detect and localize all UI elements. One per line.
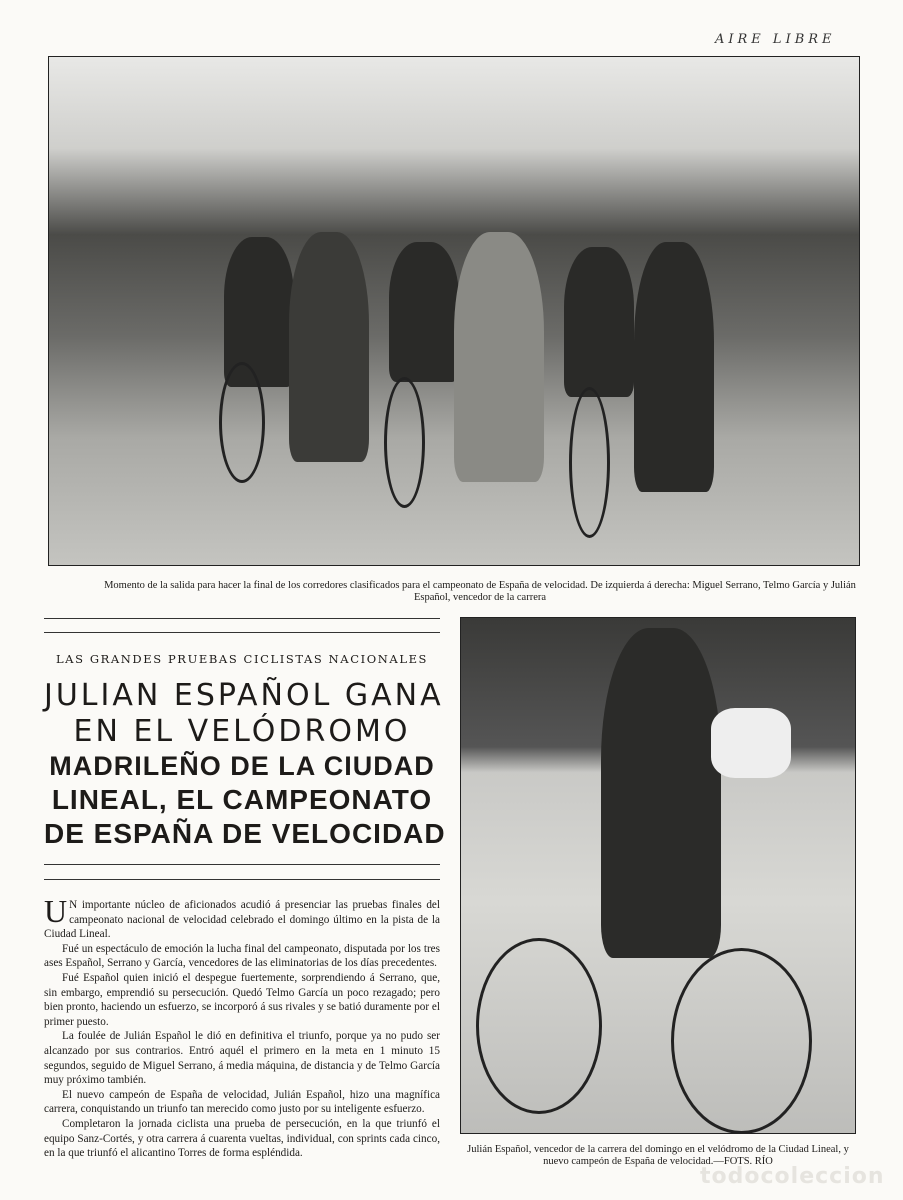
- divider: [44, 864, 440, 865]
- section-header: AIRE LIBRE: [715, 32, 836, 47]
- article-kicker: LAS GRANDES PRUEBAS CICLISTAS NACIONALES: [55, 652, 429, 666]
- drop-cap: U: [44, 893, 68, 929]
- divider: [44, 879, 440, 880]
- headline-line: EN EL VELÓDROMO: [73, 714, 411, 749]
- photo2-caption: Julián Español, vencedor de la carrera del domingo en el velódromo de la Ciudad Lineal, y nuevo campeón de España de velocidad.—FOTS. RÍO: [467, 1144, 849, 1167]
- paragraph: La foulée de Julián Español le dió en definitiva el triunfo, porque ya no pudo ser alcanzado por sus contrarios. Entró aquél el primero en la meta en 1 minuto 15 segundos, seguido de Miguel Serrano, á media máquina, de distancia y de Telmo García muy próximo también.: [44, 1030, 440, 1087]
- paragraph: Fué un espectáculo de emoción la lucha final del campeonato, disputada por los tres ases Español, Serrano y García, vencedores de las eliminatorias de los días precedentes.: [44, 942, 440, 970]
- paragraph: Completaron la jornada ciclista una prueba de persecución, en la que triunfó el equipo Sanz-Cortés, y otra carrera á cuarenta vueltas, individual, con sprints cada cinco, en la que triunfó el alicantino Torres de forma espléndida.: [44, 1117, 440, 1160]
- cyclists-start-photo: [48, 56, 860, 566]
- divider: [44, 618, 440, 619]
- article-body: [44, 893, 440, 1161]
- watermark: todocoleccion: [700, 1164, 885, 1189]
- paragraph: U N importante núcleo de aficionados acudió á presenciar las pruebas finales del campeonato nacional de velocidad celebrado el domingo último en la pista de la Ciudad Lineal.: [44, 893, 440, 941]
- headline-line: LINEAL, EL CAMPEONATO: [51, 784, 433, 815]
- champion-portrait-photo: [460, 617, 856, 1134]
- headline-line: MADRILEÑO DE LA CIUDAD: [49, 751, 435, 781]
- photo1-caption: Momento de la salida para hacer la final de los corredores clasificados para el campeonato de España de velocidad. De izquierda á derecha: Miguel Serrano, Telmo García y Julián Español, vencedor de la carrera: [104, 580, 856, 603]
- headline-line: JULIAN ESPAÑOL GANA: [44, 678, 444, 713]
- paragraph: El nuevo campeón de España de velocidad, Julián Español, hizo una magnífica carrera, conquistando un triunfo tan merecido como justo por su inteligente esfuerzo.: [44, 1088, 440, 1116]
- paragraph: Fué Español quien inició el despegue fuertemente, sorprendiendo á Serrano, que, sin embargo, emprendió su persecución. Quedó Telmo García un poco rezagado; pero bien pronto, haciendo un esfuerzo, se incorporó á sus rivales y se batió duramente por el primer puesto.: [44, 971, 440, 1028]
- headline-line: DE ESPAÑA DE VELOCIDAD: [44, 818, 446, 849]
- divider: [44, 632, 440, 633]
